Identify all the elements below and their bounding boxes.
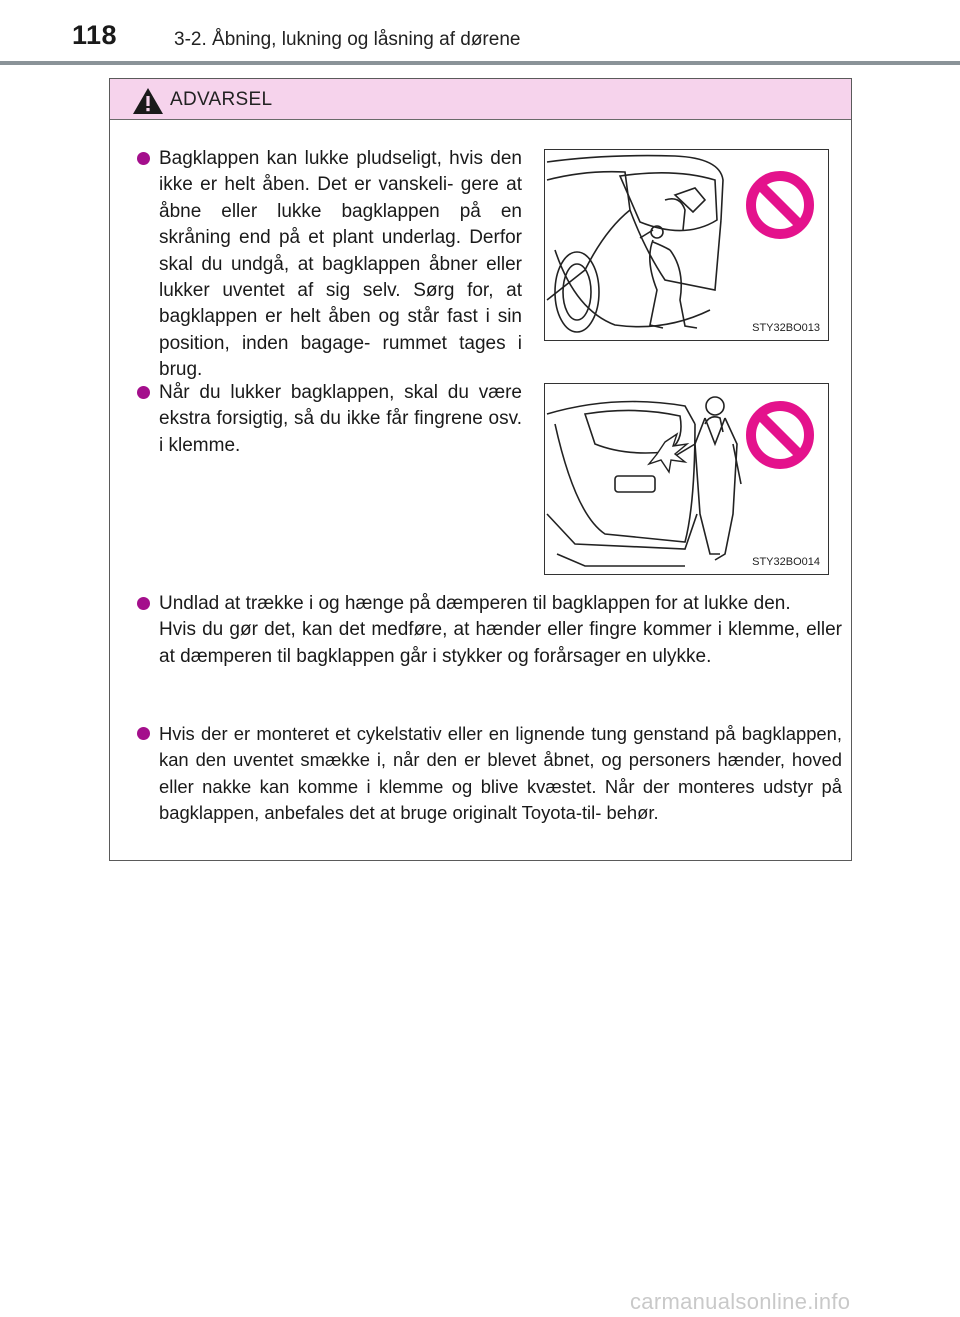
warning-bullet: [159, 591, 842, 670]
page-number: 118: [72, 20, 118, 50]
illustration-code: STY32BO013: [752, 322, 820, 334]
warning-header: [110, 79, 851, 120]
prohibition-icon: [745, 400, 815, 470]
illustration-tailgate-fingers: [544, 383, 829, 575]
warning-bullet: [159, 380, 522, 459]
watermark: carmanualsonline.info: [630, 1289, 851, 1314]
bullet-text: Bagklappen kan lukke pludseligt, hvis den ikke er helt åben. Det er vanskeli- gere at åbne eller lukke bagklappen på en skråning end på et plant underlag. Derfor skal du undgå, at bagklappen åbner eller lukker uventet af sig selv. Sørg for, at bagklappen er helt åben og står fast i sin position, inden bagage- rummet tages i brug.: [159, 148, 522, 381]
page-header: [0, 0, 960, 62]
bullet-text: Hvis der er monteret et cykelstativ eller en lignende tung genstand på bagklappen, kan den uventet smække i, når den er blevet åbnet, og personers hænder, hoved eller nakke kan komme i klemme og blive kvæstet. Når der monteres udstyr på bagklappen, anbefales det at bruge originalt Toyota-til- behør.: [159, 723, 842, 824]
prohibition-icon: [745, 170, 815, 240]
bullet-dot-icon: [137, 597, 150, 610]
warning-bullet: [159, 146, 522, 384]
header-rule: [0, 61, 960, 65]
bullet-dot-icon: [137, 152, 150, 165]
warning-title: ADVARSEL: [170, 89, 273, 110]
illustration-code: STY32BO014: [752, 556, 820, 568]
bullet-text: Undlad at trække i og hænge på dæmperen til bagklappen for at lukke den.: [159, 593, 791, 614]
section-title: 3-2. Åbning, lukning og låsning af dørene: [174, 29, 521, 50]
illustration-tailgate-slope: [544, 149, 829, 341]
warning-box: [109, 78, 852, 861]
bullet-dot-icon: [137, 386, 150, 399]
bullet-continuation-text: Hvis du gør det, kan det medføre, at hænder eller fingre kommer i klemme, eller at dæmperen til bagklappen går i stykker og forårsager en ulykke.: [159, 619, 842, 667]
bullet-text: Når du lukker bagklappen, skal du være ekstra forsigtig, så du ikke får fingrene osv. i klemme.: [159, 382, 522, 456]
warning-triangle-icon: [132, 87, 164, 115]
warning-bullet: [159, 721, 842, 827]
bullet-dot-icon: [137, 727, 150, 740]
